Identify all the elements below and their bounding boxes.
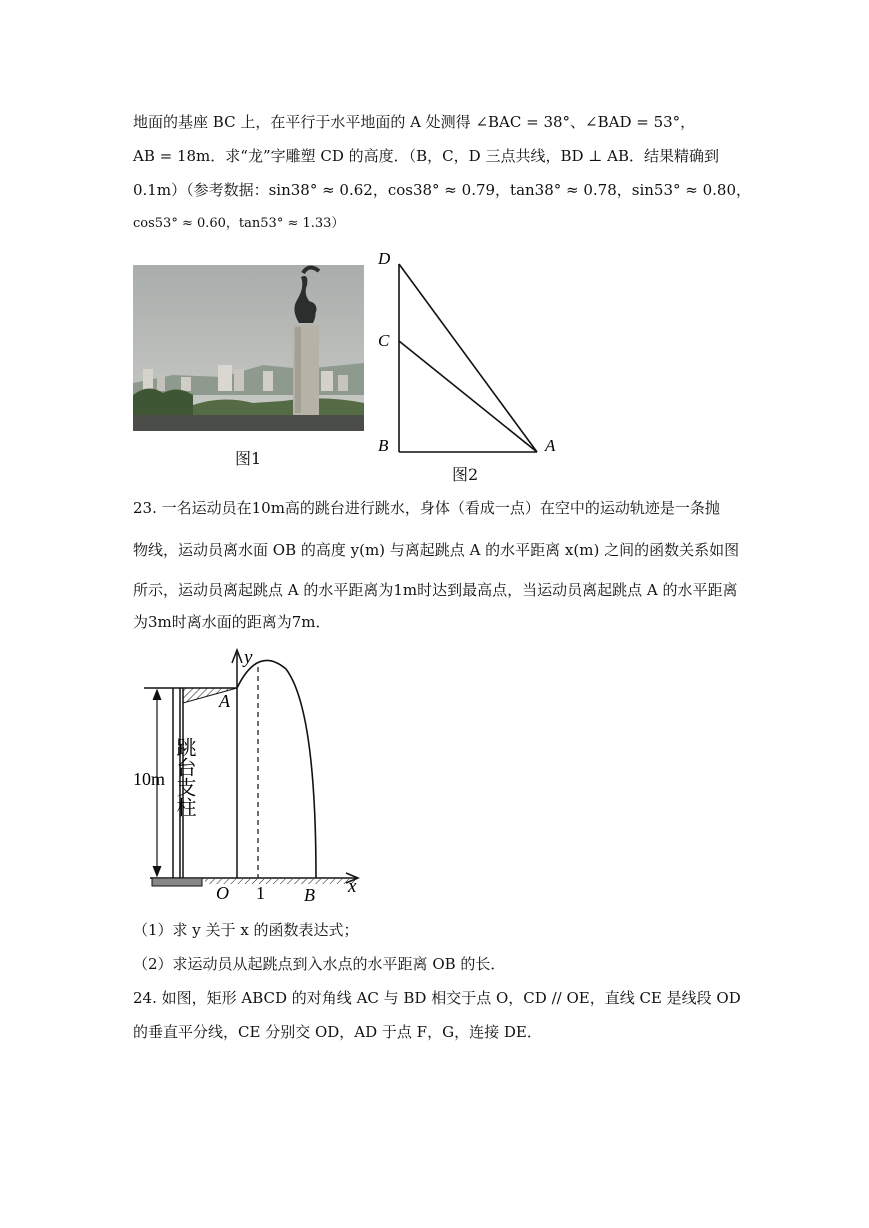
label-10m: 10m — [133, 769, 166, 789]
fig2-diagram — [372, 246, 567, 490]
label-A: A — [545, 436, 556, 455]
p22-line-3: 0.1m）（参考数据：sin38° ≈ 0.62，cos38° ≈ 0.79，tan38° ≈ 0.78，sin53° ≈ 0.80， — [133, 181, 752, 199]
label-C: C — [378, 331, 390, 350]
label-pillar: 跳台支柱 — [173, 737, 197, 817]
sculpture-photo — [133, 265, 364, 431]
fig1-caption: 图1 — [235, 449, 262, 468]
label-A: A — [219, 691, 230, 711]
p23-line-2: 物线，运动员离水面 OB 的高度 y(m) 与离起跳点 A 的水平距离 x(m) 之间的函数关系如图 — [133, 541, 740, 559]
p23-line-4: 为3m时离水面的距离为7m． — [133, 613, 331, 631]
label-D: D — [378, 249, 391, 268]
p23-question-2: （2）求运动员从起跳点到入水点的水平距离 OB 的长． — [133, 955, 506, 973]
p23-line-1: 23. 一名运动员在10m高的跳台进行跳水，身体（看成一点）在空中的运动轨迹是一条抛 — [133, 499, 720, 517]
label-B: B — [304, 885, 315, 905]
p24-line-1: 24. 如图，矩形 ABCD 的对角线 AC 与 BD 相交于点 O，CD // OE，直线 CE 是线段 OD — [133, 989, 741, 1007]
diving-figure — [130, 645, 370, 914]
p24-line-2: 的垂直平分线，CE 分别交 OD，AD 于点 F，G，连接 DE． — [133, 1023, 542, 1041]
p23-line-3: 所示，运动员离起跳点 A 的水平距离为1m时达到最高点，当运动员离起跳点 A 的水平距离 — [133, 581, 738, 599]
label-x: x — [348, 876, 357, 897]
label-B: B — [378, 436, 389, 455]
p23-question-1: （1）求 y 关于 x 的函数表达式； — [133, 921, 359, 939]
label-1: 1 — [256, 883, 265, 903]
fig2-caption: 图2 — [452, 465, 479, 484]
p22-line-4: cos53° ≈ 0.60，tan53° ≈ 1.33） — [133, 216, 345, 231]
label-O: O — [216, 883, 229, 903]
p22-line-2: AB = 18m．求“龙”字雕塑 CD 的高度．（B，C，D 三点共线，BD ⊥ AB．结果精确到 — [133, 147, 719, 165]
label-y: y — [244, 647, 253, 668]
p22-line-1: 地面的基座 BC 上，在平行于水平地面的 A 处测得 ∠BAC = 38°、∠BAD = 53°， — [133, 113, 696, 131]
